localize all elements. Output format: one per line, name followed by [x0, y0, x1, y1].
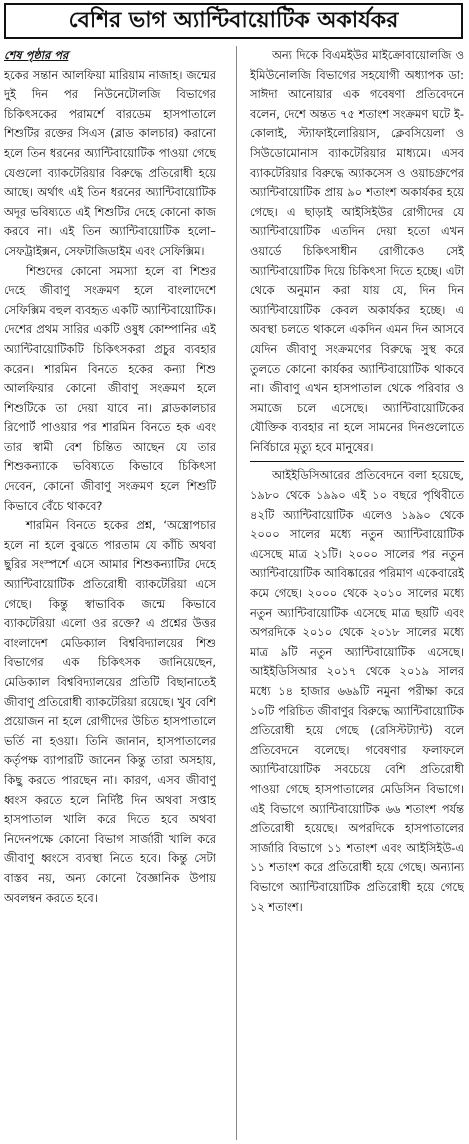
paragraph: শিশুদের কোনো সমস্যা হলে বা শিশুর দেহে জীবাণু সংক্রমণ হলে বাংলাদেশে সেফিক্সিম বহুল ব্যবহৃত একটি অ্যান্টিবায়োটিক। দেশের প্রথম সারির একটি ওষুধ কোম্পানির এই অ্যান্টিবায়োটিকটি চিকিৎসকরা প্রচুর ব্যবহার করেন। শারমিন বিনতে হকের কন্যা শিশু আলফিয়ার কোনো জীবাণু সংক্রমণ হলে শিশুটিকে তা দেয়া যাবে না। ব্লাডকালচার রিপোর্ট পাওয়ার পর শারমিন বিনতে হক এবং তার স্বামী বেশ চিন্তিত আছেন যে তার শিশুকন্যাকে ভবিষ্যতে কিভাবে চিকিৎসা দেবেন, কোনো জীবাণু সংক্রমণ হলে শিশুটি কিভাবে বেঁচে থাকবে? [4, 263, 216, 513]
column-divider [236, 46, 237, 1140]
right-column [250, 46, 464, 1142]
section-rule [250, 461, 464, 462]
left-column [4, 46, 216, 1142]
paragraph: আইইডিসিআরের প্রতিবেদনে বলা হয়েছে, ১৯৮০ থেকে ১৯৯০ এই ১০ বছরে পৃথিবীতে ৪২টি অ্যান্টিবায়োটিক এলেও ১৯৯০ থেকে ২০০০ সালের মধ্যে নতুন অ্যান্টিবায়োটিক এসেছে মাত্র ২১টি। ২০০০ সালের পর নতুন অ্যান্টিবায়োটিক আবিষ্কারের পরিমাণ একেবারেই কমে গেছে। ২০০০ থেকে ২০১০ সালের মধ্যে নতুন অ্যান্টিবায়োটিক এসেছে মাত্র ছয়টি এবং অপরদিকে ২০১০ থেকে ২০১৮ সালের মধ্যে মাত্র ৯টি নতুন অ্যান্টিবায়োটিক এসেছে। আইইডিসিআর ২০১৭ থেকে ২০১৯ সালর মধ্যে ১৪ হাজার ৬৬৯টি নমুনা পরীক্ষা করে ১০টি পরিচিত জীবাণুর বিরুদ্ধে অ্যান্টিবায়োটিক প্রতিরোধী হয়ে গেছে (রেসিস্টট্যান্ট) বলে প্রতিবেদনে বলেছে। গবেষণার ফলাফলে অ্যান্টিবায়োটিক সবচেয়ে বেশি প্রতিরোধী পাওয়া গেছে হাসপাতালের মেডিসিন বিভাগে। এই বিভাগে অ্যান্টিবায়োটিক ৬৬ শতাংশ পর্যন্ত প্রতিরোধী হয়েছে। অপরদিকে হাসপাতালের সার্জারি বিভাগে ১১ শতাংশ এবং আইসিইউ-এ ১১ শতাংশ করে প্রতিরোধী হয়ে গেছে। অন্যান্য বিভাগে অ্যান্টিবায়োটিক প্রতিরোধী হয়ে গেছে ১২ শতাংশ। [250, 468, 464, 914]
continued-kicker: শেষ পৃষ্ঠার পর [4, 48, 69, 62]
paragraph: অন্য দিকে বিএমইউর মাইক্রোবায়োলজি ও ইমিউনোলজি বিভাগের সহযোগী অধ্যাপক ডা: সাঈদা আনোয়ার এক গবেষণা প্রতিবেদনে বলেন, দেশে অন্তত ৭৫ শতাংশ সংক্রমণ ঘটে ই-কোলাই, স্ট্যাফাইলোরিয়াস, ক্লেবসিয়েলা ও সিউডোমোনাস ব্যাকটেরিয়ার মাধ্যমে। এসব ব্যাকটেরিয়ার বিরুদ্ধে অ্যাকসেস ও ওয়াচগ্রুপের অ্যান্টিবায়োটিক প্রায় ৯০ শতাংশ অকার্যকর হয়ে গেছে। এ ছাড়াই আইসিইউর রোগীদের যে অ্যান্টিবায়োটিক এতদিন দেয়া হতো এখন ওয়ার্ডে চিকিৎসাধীন রোগীকেও সেই অ্যান্টিবায়োটিক দিয়ে চিকিৎসা দিতে হচ্ছে। এটা থেকে অনুমান করা যায় যে, দিন দিন অ্যান্টিবায়োটিক কেবল অকার্যকর হচ্ছে। এ অবস্থা চলতে থাকলে একদিন এমন দিন আসবে যেদিন জীবাণু সংক্রমণের বিরুদ্ধে সুস্থ করে তুলতে কোনো কার্যকর অ্যান্টিবায়োটিক থাকবে না। জীবাণু এখন হাসপাতাল থেকে পরিবার ও সমাজে চলে এসেছে। অ্যান্টিবায়োটিকের যৌক্তিক ব্যবহার না হলে সামনের দিনগুলোতে নির্বিচারে মৃত্যু হবে মানুষের। [250, 48, 464, 454]
headline: বেশির ভাগ অ্যান্টিবায়োটিক অকার্যকর [68, 7, 399, 33]
paragraph: হকের সন্তান আলফিয়া মারিয়াম নাজাহ। জন্মের দুই দিন পর নিউনেটোলজি বিভাগের চিকিৎসকের পরামর্শে বারডেম হাসপাতালে শিশুটির রক্তের সিএস (ব্লাড কালচার) করানো হলে তিন ধরনের অ্যান্টিবায়োটিক পাওয়া গেছে যেগুলো ব্যাকটেরিয়ার বিরুদ্ধে প্রতিরোধী হয়ে আছে। অর্থাৎ এই তিন ধরনের অ্যান্টিবায়োটিক অদূর ভবিষ্যতে এই শিশুটির দেহে কোনো কাজ করবে না। এই তিন অ্যান্টিবায়োটিক হলো– সেফট্রাইক্সন, সেফটাজিডাইম এবং সেফিক্সিম। [4, 67, 216, 258]
paragraph: শারমিন বিনতে হকের প্রশ্ন, ‘অস্ত্রোপচার হলে না হলে বুঝতে পারতাম যে কাঁচি অথবা ছুরির সংস্পর্শে এসে আমার শিশুকন্যাটির দেহে অ্যান্টিবায়োটিক প্রতিরোধী ব্যাকটেরিয়া এসে গেছে। কিন্তু স্বাভাবিক জন্মে কিভাবে ব্যাকটেরিয়া এলো ওর রক্তে? এ প্রশ্নের উত্তর বাংলাদেশ মেডিক্যাল বিশ্ববিদ্যালয়ের শিশু বিভাগের এক চিকিৎসক জানিয়েছেন, মেডিক্যাল বিশ্ববিদ্যালয়ের প্রতিটি বিছানাতেই জীবাণু প্রতিরোধী ব্যাকটেরিয়া রয়েছে। খুব বেশি প্রয়োজন না হলে রোগীদের উচিত হাসপাতালে ভর্তি না হওয়া। তিনি জানান, হাসপাতালের কর্তৃপক্ষ ব্যাপারটি জানেন কিন্তু তারা অসহায়, কিছু করতে পারছেন না। কারণ, এসব জীবাণু ধ্বংস করতে হলে নির্দিষ্ট দিন অথবা সপ্তাহ হাসপাতাল খালি করে দিতে হবে অথবা নিদেনপক্ষে কোনো বিভাগ সার্জারী খালি করে জীবাণু ধ্বংসে ব্যবস্থা নিতে হবে। কিন্তু সেটা বাস্তব নয়, অন্য কোনো বৈজ্ঞানিক উপায় অবলম্বন করতে হবে। [4, 518, 216, 905]
headline-box [4, 3, 463, 39]
